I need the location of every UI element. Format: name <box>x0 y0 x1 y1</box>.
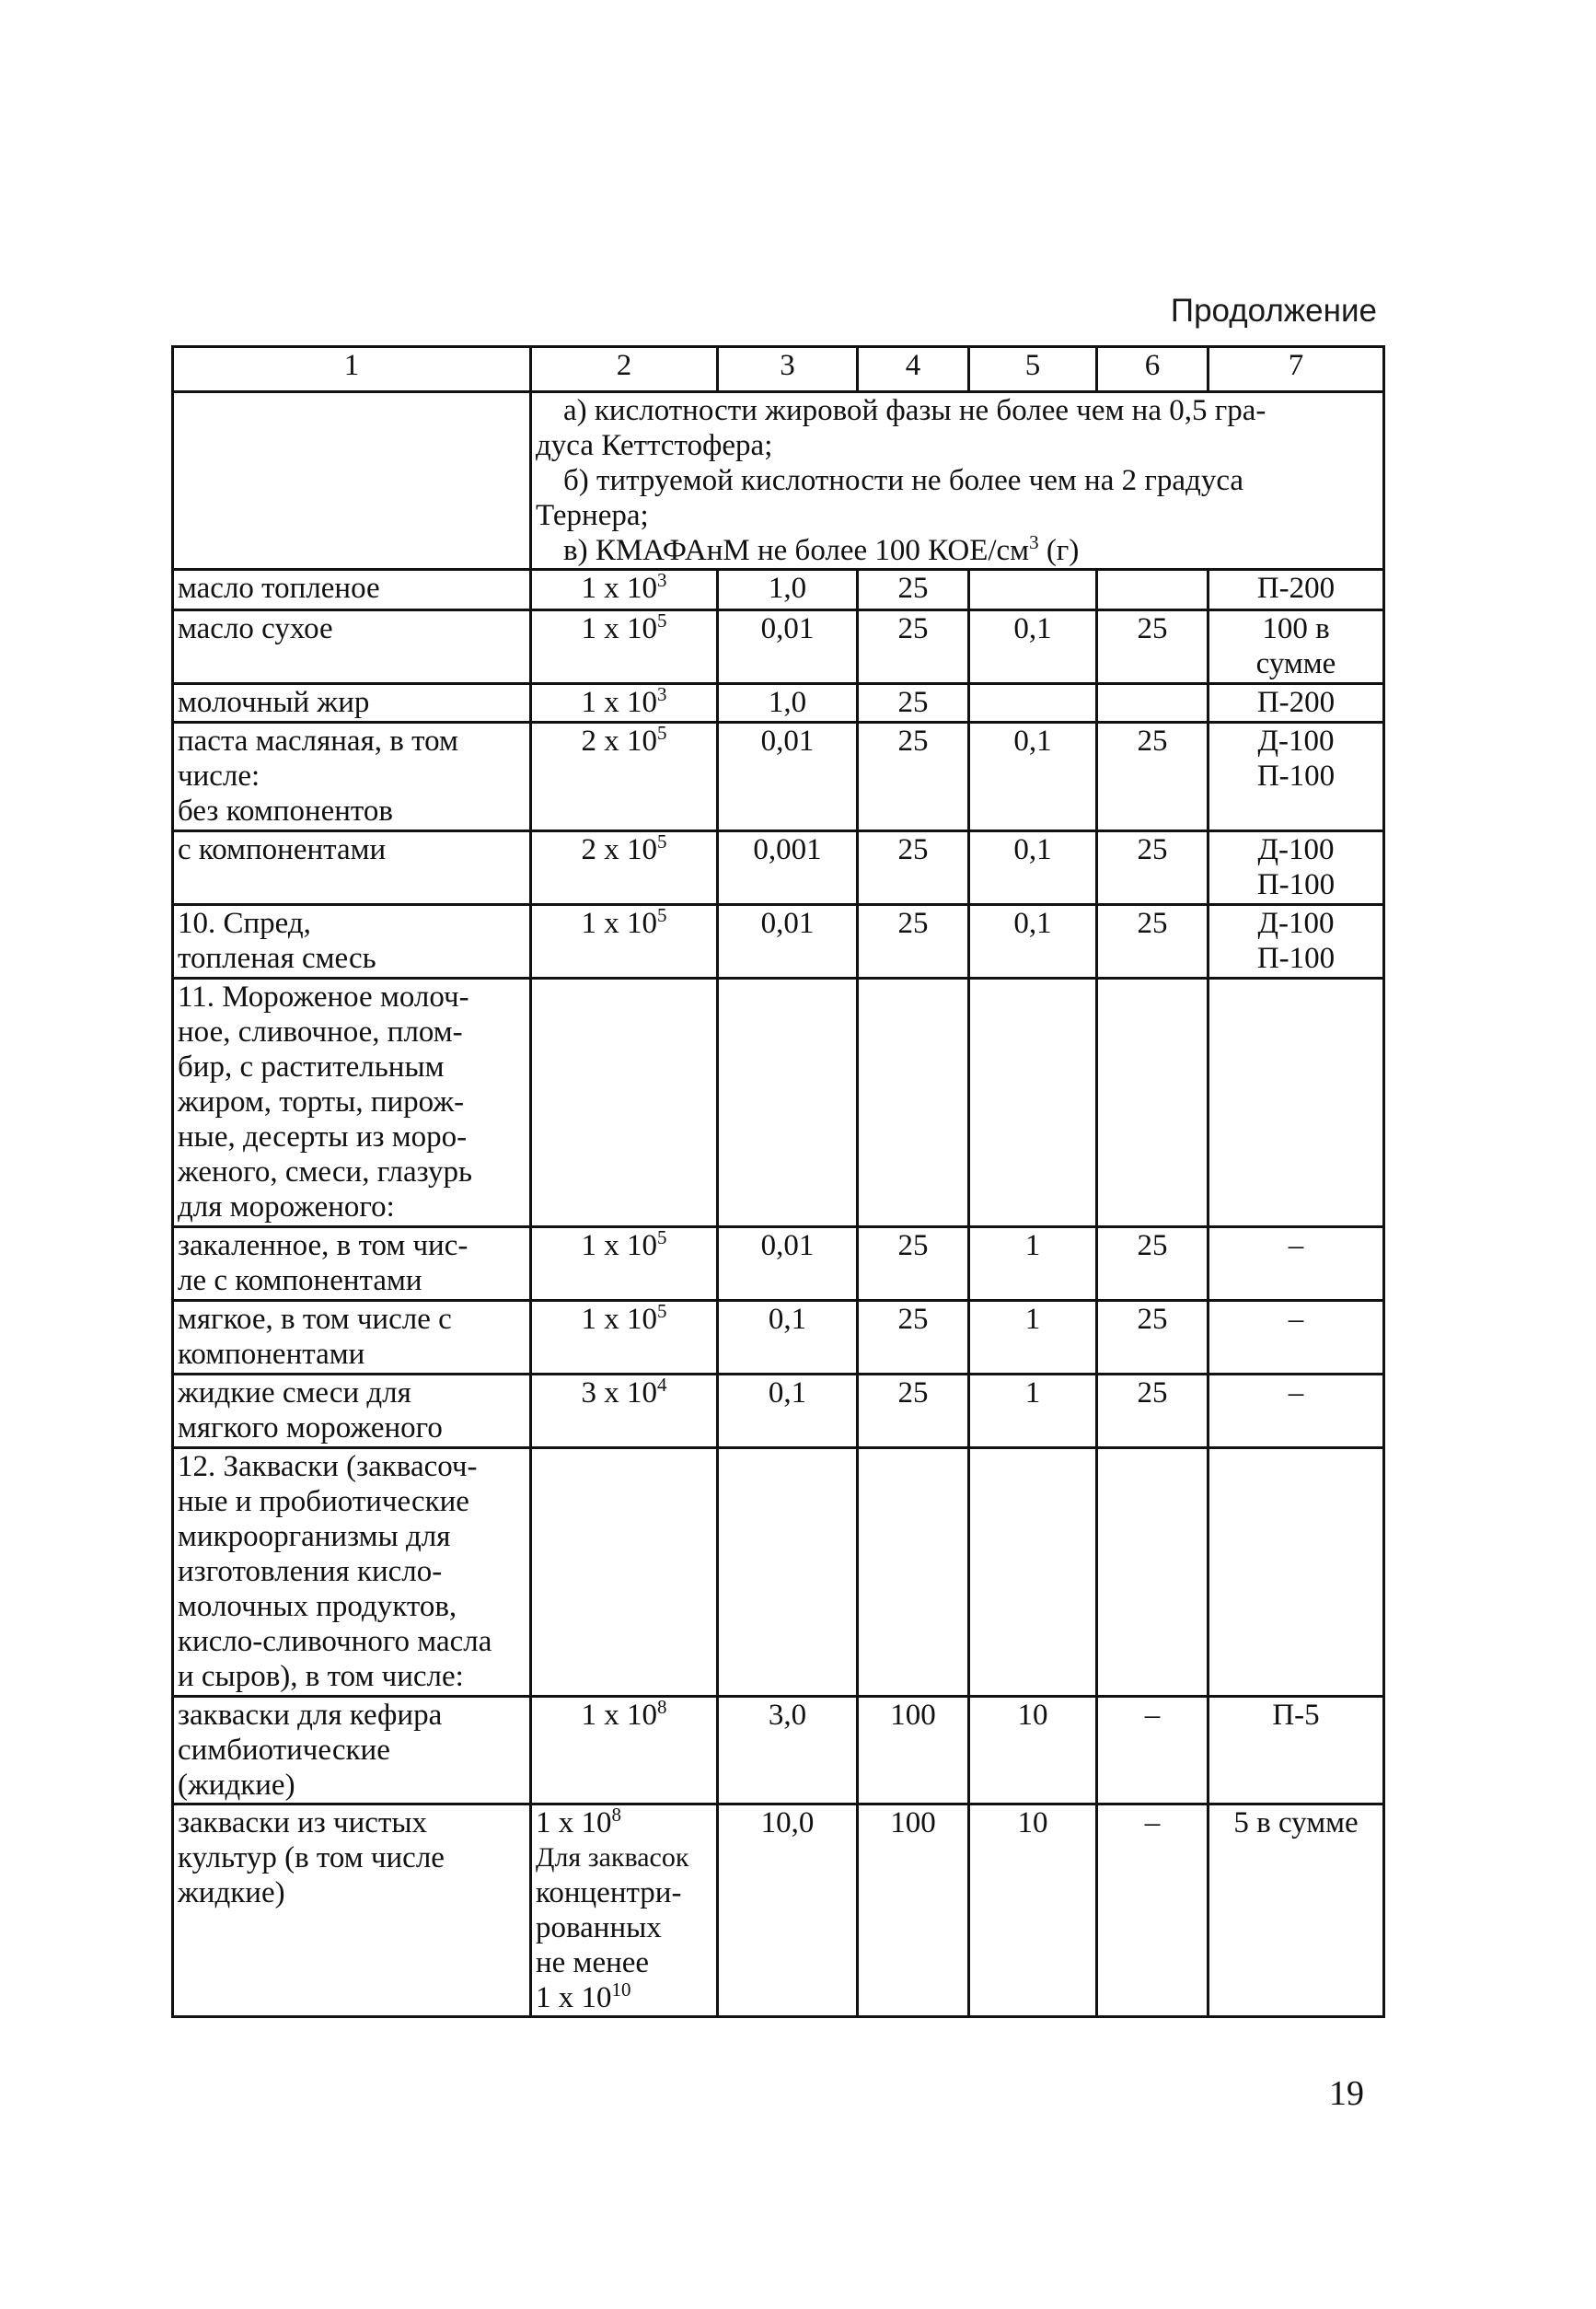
value-cell: П-200 <box>1209 684 1384 723</box>
column-header: 4 <box>858 347 969 392</box>
product-line: микроорганизмы для <box>178 1520 451 1553</box>
value-cell: 1,0 <box>718 570 858 610</box>
kmafanm-value: 1 х 10 <box>581 612 657 645</box>
value-cell: 3,0 <box>718 1697 858 1804</box>
value-cell <box>1097 570 1209 610</box>
value-line: сумме <box>1255 647 1336 680</box>
product-line: жиром, торты, пирож- <box>178 1085 465 1119</box>
value-cell: 10,0 <box>718 1804 858 2017</box>
kmafanm-cell <box>531 723 718 831</box>
empty-cell <box>1097 1448 1209 1697</box>
value-cell: – <box>1209 1227 1384 1301</box>
superscript: 5 <box>657 904 667 926</box>
kmafanm-line <box>536 1805 712 1840</box>
value-cell: 0,01 <box>718 723 858 831</box>
superscript: 3 <box>1029 531 1039 553</box>
value-cell: – <box>1097 1804 1209 2017</box>
empty-cell <box>531 1448 718 1697</box>
continuation-label: Продолжение <box>1170 293 1377 329</box>
value-cell: 1,0 <box>718 684 858 723</box>
product-cell <box>173 1697 531 1804</box>
empty-cell <box>858 1448 969 1697</box>
value-cell: 25 <box>858 684 969 723</box>
note-text: в) КМАФАнМ не более 100 КОЕ/см <box>563 534 1030 567</box>
product-line: ле с компонентами <box>178 1264 422 1297</box>
value-cell <box>1209 905 1384 979</box>
product-line: молочных продуктов, <box>178 1590 457 1623</box>
kmafanm-cell <box>531 905 718 979</box>
product-line: ное, сливочное, плом- <box>178 1015 463 1049</box>
kmafanm-value: 1 х 10 <box>581 1303 657 1336</box>
value-line: Д-100 <box>1257 833 1335 866</box>
product-line: числе: <box>178 760 260 793</box>
table-header-row <box>173 347 1384 392</box>
kmafanm-value: 1 х 10 <box>581 1229 657 1262</box>
value-cell: 25 <box>858 723 969 831</box>
product-line: мягкого мороженого <box>178 1411 443 1445</box>
kmafanm-value: 3 х 10 <box>581 1376 657 1410</box>
value-cell: – <box>1209 1375 1384 1448</box>
value-line: П-100 <box>1256 868 1336 901</box>
product-line: 11. Мороженое молоч- <box>178 980 469 1014</box>
value-line: Д-100 <box>1257 907 1335 940</box>
product-line: и сыров), в том числе: <box>178 1660 464 1693</box>
product-cell: молочный жир <box>173 684 531 723</box>
table-row <box>173 392 1384 570</box>
product-line: изготовления кисло- <box>178 1555 443 1588</box>
superscript: 10 <box>611 1978 631 2001</box>
value-cell: 0,01 <box>718 905 858 979</box>
superscript: 3 <box>657 683 667 705</box>
value-cell <box>969 684 1097 723</box>
empty-cell <box>1097 979 1209 1227</box>
value-cell: 0,1 <box>718 1375 858 1448</box>
product-line: кисло-сливочного масла <box>178 1625 492 1658</box>
value-cell: 100 <box>858 1804 969 2017</box>
kmafanm-cell <box>531 1697 718 1804</box>
product-cell <box>173 1448 531 1697</box>
kmafanm-value: 1 х 10 <box>581 907 657 940</box>
table-row <box>173 684 1384 723</box>
superscript: 5 <box>657 1300 667 1322</box>
value-cell: 25 <box>1097 831 1209 905</box>
kmafanm-value: 2 х 10 <box>581 833 657 866</box>
value-cell: 1 <box>969 1227 1097 1301</box>
value-cell: 0,1 <box>969 905 1097 979</box>
empty-cell <box>531 979 718 1227</box>
value-cell: 5 в сумме <box>1209 1804 1384 2017</box>
value-cell: 0,1 <box>718 1301 858 1375</box>
empty-cell <box>969 1448 1097 1697</box>
value-cell: 25 <box>858 610 969 684</box>
superscript: 8 <box>611 1804 621 1826</box>
kmafanm-note-line: рованных <box>536 1911 662 1944</box>
kmafanm-note-line: Для заквасок <box>536 1842 689 1873</box>
product-cell <box>173 905 531 979</box>
note-text: (г) <box>1038 534 1080 567</box>
value-cell: 25 <box>858 1301 969 1375</box>
value-cell <box>1209 723 1384 831</box>
product-line: для мороженого: <box>178 1190 395 1224</box>
product-line: культур (в том числе <box>178 1841 445 1874</box>
value-cell: 25 <box>1097 1301 1209 1375</box>
value-cell: 25 <box>858 831 969 905</box>
value-line: 100 в <box>1262 612 1330 645</box>
kmafanm-cell <box>531 610 718 684</box>
value-cell: 25 <box>1097 1375 1209 1448</box>
superscript: 5 <box>657 1226 667 1248</box>
value-cell: 0,1 <box>969 723 1097 831</box>
value-cell: 25 <box>1097 610 1209 684</box>
kmafanm-line <box>536 1980 712 2015</box>
value-cell <box>969 570 1097 610</box>
value-cell: – <box>1097 1697 1209 1804</box>
empty-cell <box>858 979 969 1227</box>
kmafanm-cell <box>531 1375 718 1448</box>
norms-table <box>171 345 1385 2018</box>
kmafanm-cell <box>531 1804 718 2017</box>
kmafanm-cell <box>531 831 718 905</box>
table-row <box>173 723 1384 831</box>
table-row <box>173 1375 1384 1448</box>
kmafanm-value: 1 х 10 <box>581 1699 657 1732</box>
kmafanm-value: 1 х 10 <box>581 572 657 605</box>
product-cell <box>173 1375 531 1448</box>
value-cell: П-200 <box>1209 570 1384 610</box>
product-cell <box>173 1227 531 1301</box>
kmafanm-cell <box>531 1227 718 1301</box>
value-cell: 1 <box>969 1301 1097 1375</box>
value-line: П-100 <box>1256 760 1336 793</box>
superscript: 5 <box>657 722 667 744</box>
note-line: дуса Кеттстофера; <box>536 429 773 462</box>
column-header: 7 <box>1209 347 1384 392</box>
product-line: женого, смеси, глазурь <box>178 1155 473 1189</box>
value-cell <box>1209 610 1384 684</box>
empty-cell <box>1209 1448 1384 1697</box>
product-line: симбиотические <box>178 1734 390 1767</box>
kmafanm-note-line: концентри- <box>536 1876 682 1909</box>
product-line: ные и пробиотические <box>178 1485 469 1518</box>
page-number: 19 <box>1329 2074 1364 2113</box>
superscript: 5 <box>657 830 667 853</box>
value-cell <box>1097 684 1209 723</box>
value-cell: 0,1 <box>969 831 1097 905</box>
kmafanm-cell <box>531 684 718 723</box>
empty-cell <box>1209 979 1384 1227</box>
value-cell: 0,1 <box>969 610 1097 684</box>
value-cell: 10 <box>969 1697 1097 1804</box>
product-line: мягкое, в том числе с <box>178 1303 452 1336</box>
product-line: топленая смесь <box>178 942 376 975</box>
table-row <box>173 1804 1384 2017</box>
kmafanm-note-line: не менее <box>536 1946 650 1979</box>
table-row <box>173 610 1384 684</box>
value-cell: 25 <box>858 905 969 979</box>
product-line: 12. Закваски (заквасоч- <box>178 1450 478 1483</box>
superscript: 8 <box>657 1696 667 1718</box>
kmafanm-cell <box>531 570 718 610</box>
column-header: 6 <box>1097 347 1209 392</box>
kmafanm-cell <box>531 1301 718 1375</box>
table-row <box>173 979 1384 1227</box>
table-row <box>173 1301 1384 1375</box>
note-line: б) титруемой кислотности не более чем на 2 градуса <box>563 464 1244 497</box>
table-row <box>173 570 1384 610</box>
product-line: компонентами <box>178 1338 365 1371</box>
kmafanm-value: 1 х 10 <box>581 686 657 719</box>
table-row <box>173 905 1384 979</box>
value-cell: 10 <box>969 1804 1097 2017</box>
product-cell <box>173 723 531 831</box>
product-line: жидкие) <box>178 1876 285 1909</box>
note-line: Тернера; <box>536 499 649 532</box>
value-cell: 25 <box>1097 723 1209 831</box>
product-cell <box>173 979 531 1227</box>
product-line: без компонентов <box>178 795 393 828</box>
value-cell: 100 <box>858 1697 969 1804</box>
table-row <box>173 1227 1384 1301</box>
value-line: П-100 <box>1256 942 1336 975</box>
table-row <box>173 1697 1384 1804</box>
kmafanm-value: 1 х 10 <box>536 1981 612 2014</box>
column-header: 1 <box>173 347 531 392</box>
value-line: Д-100 <box>1257 725 1335 758</box>
superscript: 3 <box>657 569 667 591</box>
value-cell: 0,001 <box>718 831 858 905</box>
note-cell <box>531 392 1384 570</box>
note-line <box>536 533 1379 568</box>
product-cell <box>173 392 531 570</box>
empty-cell <box>969 979 1097 1227</box>
value-cell: 25 <box>1097 1227 1209 1301</box>
value-cell: П-5 <box>1209 1697 1384 1804</box>
product-cell: с компонентами <box>173 831 531 905</box>
table-row <box>173 1448 1384 1697</box>
product-cell <box>173 1804 531 2017</box>
note-line: а) кислотности жировой фазы не более чем на 0,5 гра- <box>563 394 1266 427</box>
column-header: 3 <box>718 347 858 392</box>
column-header: 5 <box>969 347 1097 392</box>
empty-cell <box>718 979 858 1227</box>
product-line: паста масляная, в том <box>178 725 458 758</box>
kmafanm-value: 1 х 10 <box>536 1806 612 1839</box>
value-cell: 25 <box>1097 905 1209 979</box>
product-cell <box>173 1301 531 1375</box>
product-line: закаленное, в том чис- <box>178 1229 468 1262</box>
product-line: закваски из чистых <box>178 1806 428 1839</box>
value-cell: 25 <box>858 1227 969 1301</box>
value-cell: – <box>1209 1301 1384 1375</box>
value-cell: 1 <box>969 1375 1097 1448</box>
product-line: (жидкие) <box>178 1769 295 1802</box>
value-cell: 0,01 <box>718 610 858 684</box>
product-cell: масло сухое <box>173 610 531 684</box>
product-line: 10. Спред, <box>178 907 311 940</box>
product-cell: масло топленое <box>173 570 531 610</box>
value-cell: 0,01 <box>718 1227 858 1301</box>
superscript: 4 <box>657 1374 667 1396</box>
empty-cell <box>718 1448 858 1697</box>
value-cell <box>1209 831 1384 905</box>
value-cell: 25 <box>858 1375 969 1448</box>
product-line: бир, с растительным <box>178 1050 445 1084</box>
column-header: 2 <box>531 347 718 392</box>
value-cell: 25 <box>858 570 969 610</box>
superscript: 5 <box>657 609 667 632</box>
product-line: закваски для кефира <box>178 1699 443 1732</box>
kmafanm-value: 2 х 10 <box>581 725 657 758</box>
table-row <box>173 831 1384 905</box>
product-line: жидкие смеси для <box>178 1376 411 1410</box>
product-line: ные, десерты из моро- <box>178 1120 468 1154</box>
